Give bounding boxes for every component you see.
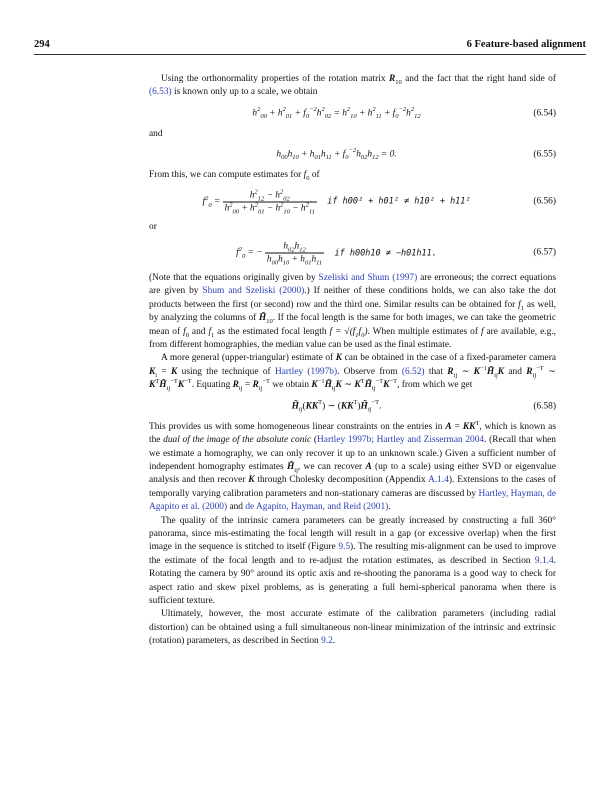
eq-link[interactable]: (6.53) — [149, 87, 172, 98]
paragraph: This provides us with some homogeneous linear constraints on the entries in $A = KK^T$, which is known as the dual of the image of the absolute conic (Hartley 1997b; Hartley and Zisserman 2004. (Recall that when we estimate a homography, we can only recover it up to an unknown scale.) Given a sufficient number of independent homography estimates $H̃_{ij}$, we can recover A (up to a scale) using either SVD or eigenvalue analysis and then recover K through Cholesky decomposition (Appendix A.1.4). Extensions to the cases of temporally varying calibration parameters and non-stationary cameras are discussed by Hartley, Hayman, de Agapito et al. (2000) and de Agapito, Hayman, and Reid (2001). — [149, 419, 557, 513]
section-link[interactable]: 9.1.4 — [534, 555, 554, 566]
paragraph: A more general (upper-triangular) estimate of K can be obtained in the case of a fixed-parameter camera $K_i = K$ using the technique of Hartley (1997b). Observe from (6.52) that $R_{ij}$ ∼ $K^{-1}H̃_{ij}K$ and $R_{ij}^{-T}$ ∼ $K^TH̃_{ij}^{-T}K^{-T}$. Equating $R_{ij} = R_{ij}^{-T}$ we obtain $K^{-1}H̃_{ij}K$ ∼ $K^TH̃_{ij}^{-T}K^{-T}$, from which we get — [149, 353, 556, 393]
equation-number: (6.56) — [533, 195, 556, 206]
chapter-title: 6 Feature-based alignment — [466, 39, 586, 50]
citation-link[interactable]: Hartley 1997b; Hartley and Zisserman 2004 — [317, 435, 485, 446]
header-rule — [34, 54, 586, 55]
citation-link[interactable]: Hartley (1997b) — [274, 366, 338, 377]
page-number: 294 — [34, 39, 50, 50]
equation-6-55: $h_{00}h_{10} + h_{01}h_{11} + f_0^{-2}h_{02}h_{12} = 0$. (6.55) — [276, 147, 556, 162]
condition: if h00h10 ≠ −h01h11. — [334, 248, 437, 259]
page-header — [34, 39, 586, 53]
figure-link[interactable]: 9.5 — [338, 542, 351, 553]
paragraph: (Note that the equations originally given by Szeliski and Shum (1997) are erroneous; the correct equations are given by Shum and Szeliski (2000).) If neither of these conditions holds, we can also take the dot products between the first (or second) row and the third one. Similar results can be obtained for $f_1$ as well, by analyzing the columns of $H̃_{10}$. If the focal length is the same for both images, we can take the geometric mean of $f_0$ and $f_1$ as the estimated focal length $f = √(f_1f_0)$. When multiple estimates of f are available, e.g., from different homographies, the median value can be used as the final estimate. — [149, 273, 557, 351]
equation-6-54: $h^2_{00} + h^2_{01} + f_0^{-2}h^2_{02} = h^2_{10} + h^2_{11} + f_0^{-2}h^2_{12}$ (6.54) — [252, 105, 556, 120]
condition: if h00² + h01² ≠ h10² + h11² — [327, 196, 471, 207]
paragraph: Using the orthonormality properties of the rotation matrix $R_{10}$ and the fact that the right hand side of (6.53) is known only up to a scale, we obtain — [149, 74, 556, 98]
appendix-link[interactable]: A.1.4 — [428, 475, 449, 486]
paragraph: and — [149, 128, 163, 139]
eq-link[interactable]: (6.52) — [401, 366, 425, 377]
paragraph: From this, we can compute estimates for $f_0$ of — [149, 170, 320, 183]
equation-6-57: $f^2_0$ = − $\frac{h_{02}h_{12}}{h_{00}h_{10} + h_{01}h_{11}}$ if h00h10 ≠ −h01h11. (6.57) — [236, 241, 556, 267]
equation-6-58: $H̃_{ij}(KK^T)$ ∼ $(KK^T)H̃_{ij}^{-T}$. (6.58) — [291, 398, 556, 413]
citation-link[interactable]: Szeliski and Shum (1997) — [318, 273, 418, 284]
citation-link[interactable]: de Agapito, Hayman, and Reid (2001) — [245, 502, 389, 513]
paragraph: or — [149, 221, 157, 232]
citation-link[interactable]: Shum and Szeliski (2000) — [202, 286, 305, 297]
equation-number: (6.55) — [533, 149, 556, 160]
equation-number: (6.57) — [533, 247, 556, 258]
equation-number: (6.58) — [533, 400, 556, 411]
page-body — [149, 73, 556, 649]
citation-link[interactable]: Hartley, Hayman, de Agapito et al. (2000) — [149, 488, 556, 513]
paragraph: Ultimately, however, the most accurate estimate of the calibration parameters (including radial distortion) can be obtained using a full simultaneous non-linear minimization of the intrinsic and extrinsic (rotation) parameters, as described in Section 9.2. — [149, 609, 556, 647]
section-link[interactable]: 9.2 — [321, 636, 333, 647]
equation-number: (6.54) — [533, 108, 556, 119]
paragraph: The quality of the intrinsic camera parameters can be greatly increased by constructing a full 360° panorama, since mis-estimating the focal length will result in a gap (or excessive overlap) when the first image in the sequence is stitched to itself (Figure 9.5). The resulting mis-alignment can be used to improve the estimate of the focal length and to re-adjust the rotation estimates, as described in Section 9.1.4. Rotating the camera by 90° around its optic axis and re-shooting the panorama is a good way to check for aspect ratio and skew pixel problems, as is generating a full hemi-spherical panorama when there is sufficient texture. — [149, 515, 556, 606]
equation-6-56: $f^2_0$ = $\frac{h^2_{12} - h^2_{02}}{h^2_{00} + h^2_{01} - h^2_{10} - h^2_{11}}$ if h00² + h01² ≠ h10² + h11² (6.56) — [202, 188, 556, 215]
